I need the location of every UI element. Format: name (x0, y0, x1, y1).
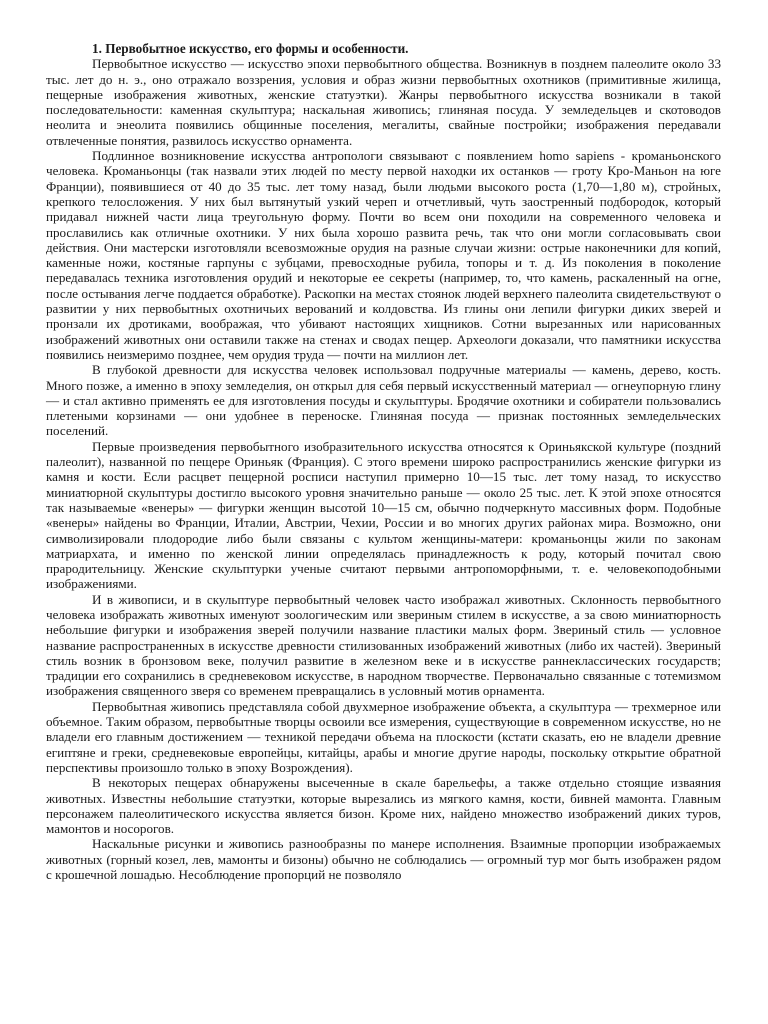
paragraph-4: Первые произведения первобытного изобразительного искусства относятся к Ориньякской культуре (поздний палеолит), названной по пещере Ориньяк (Франция). С этого времени широко распространились женские фигурки из камня и кости. Если расцвет пещерной росписи наступил примерно 10—15 тыс. лет тому назад, то искусство миниатюрной скульптуры достигло высокого уровня значительно раньше — около 25 тыс. лет. К этой эпохе относятся так называемые «венеры» — фигурки женщин высотой 10—15 см, обычно подчеркнуто массивных форм. Подобные «венеры» найдены во Франции, Италии, Австрии, Чехии, России и во многих других районах мира. Возможно, они символизировали плодородие либо были связаны с культом женщины-матери: кроманьонцы жили по законам матриархата, и именно по женской линии определялась принадлежность к роду, который почитал свою прародительницу. Женские скульптурки ученые считают первыми антропоморфными, т. е. человекоподобными изображениями. (46, 438, 721, 592)
paragraph-3: В глубокой древности для искусства человек использовал подручные материалы — камень, дерево, кость. Много позже, а именно в эпоху земледелия, он открыл для себя первый искусственный материал — огнеупорную глину — и стал активно применять ее для изготовления посуды и скульптуры. Бродячие охотники и собиратели пользовались плетеными корзинами — они удобнее в переноске. Глиняная посуда — признак постоянных земледельческих поселений. (46, 362, 721, 439)
section-heading: 1. Первобытное искусство, его формы и особенности. (92, 41, 409, 56)
paragraph-2: Подлинное возникновение искусства антропологи связывают с появлением homo sapiens - кроманьонского человека. Кроманьонцы (так назвали этих людей по месту первой находки их останков — гроту Кро-Маньон на юге Франции), появившиеся от 40 до 35 тыс. лет тому назад, были людьми высокого роста (1,70—1,80 м), стройных, крепкого телосложения. У них был вытянутый узкий череп и отчетливый, чуть заостренный подбородок, который придавал нижней части лица треугольную форму. Почти во всем они походили на современного человека и прославились как отличные охотники. У них была хорошо развита речь, так что они могли согласовывать свои действия. Они мастерски изготовляли всевозможные орудия на разные случаи жизни: острые наконечники для копий, каменные ножи, костяные гарпуны с зубцами, превосходные рубила, топоры и т. д. Из поколения в поколение передавалась техника изготовления орудий и некоторые ее секреты (например, то, что камень, раскаленный на огне, после остывания легче поддается обработке). Раскопки на местах стоянок людей верхнего палеолита свидетельствуют о развитии у них первобытных охотничьих верований и колдовства. Из глины они лепили фигурки диких зверей и пронзали их дротиками, воображая, что убивают настоящих хищников. Сотни вырезанных или нарисованных изображений животных они оставили также на стенах и сводах пещер. Археологи доказали, что памятники искусства появились неизмеримо позднее, чем орудия труда — почти на миллион лет. (46, 148, 721, 362)
paragraph-8: Наскальные рисунки и живопись разнообразны по манере исполнения. Взаимные пропорции изображаемых животных (горный козел, лев, мамонты и бизоны) обычно не соблюдались — огромный тур мог быть изображен рядом с крошечной лошадью. Несоблюдение пропорций не позволяло (46, 836, 721, 883)
paragraph-5: И в живописи, и в скульптуре первобытный человек часто изображал животных. Склонность первобытного человека изображать животных именуют зоологическим или звериным стилем в искусстве, а за свою миниатюрность небольшие фигурки и изображения зверей получили название пластики малых форм. Звериный стиль — условное название распространенных в искусстве древности стилизованных изображений животных (либо их частей). Звериный стиль возник в бронзовом веке, получил развитие в железном веке и в искусстве раннеклассических государств; традиции его сохранились в средневековом искусстве, в народном творчестве. Первоначально связанные с тотемизмом изображения священного зверя со временем превращались в условный мотив орнамента. (46, 591, 721, 699)
paragraph-7: В некоторых пещерах обнаружены высеченные в скале барельефы, а также отдельно стоящие изваяния животных. Известны небольшие статуэтки, которые вырезались из мягкого камня, кости, бивней мамонта. Главным персонажем палеолитического искусства является бизон. Кроме них, найдено множество изображений диких туров, мамонтов и носорогов. (46, 775, 721, 837)
paragraph-1: Первобытное искусство — искусство эпохи первобытного общества. Возникнув в позднем палеолите около 33 тыс. лет до н. э., оно отражало воззрения, условия и образ жизни первобытных охотников (примитивные жилища, пещерные изображения животных, женские статуэтки). Жанры первобытного искусства возникали в такой последовательности: каменная скульптура; наскальная живопись; глиняная посуда. У земледельцев и скотоводов неолита и энеолита появились общинные поселения, мегалиты, свайные постройки; изображения передавали отвлеченные понятия, развилось искусство орнамента. (46, 56, 721, 148)
paragraph-6: Первобытная живопись представляла собой двухмерное изображение объекта, а скульптура — трехмерное или объемное. Таким образом, первобытные творцы освоили все измерения, существующие в современном искусстве, но не владели его главным достижением — техникой передачи объема на плоскости (кстати сказать, ею не владели древние египтяне и греки, средневековые европейцы, китайцы, арабы и многие другие народы, поскольку открытие обратной перспективы произошло только в эпоху Возрождения). (46, 698, 721, 775)
